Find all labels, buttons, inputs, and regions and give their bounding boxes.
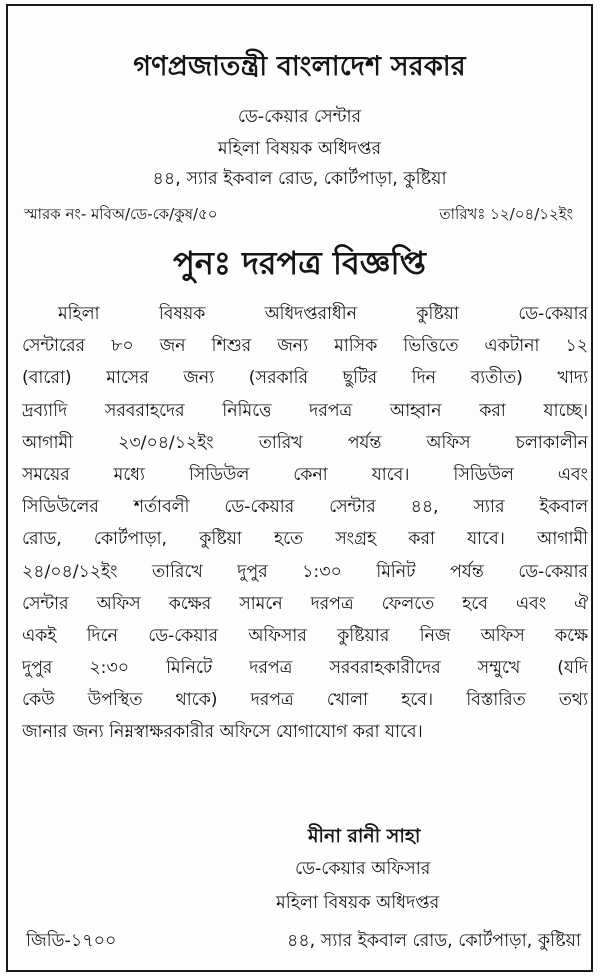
- signatory-department: মহিলা বিষয়ক অধিদপ্তর: [276, 893, 440, 913]
- body-line: ২৪/০৪/১২ইং তারিখে দুপুর ১:৩০ মিনিট পর্যন্ত ডে-কেয়ার: [22, 561, 588, 582]
- notice-headline: পুনঃ দরপত্র বিজ্ঞপ্তি: [173, 244, 426, 282]
- body-line: মহিলা বিষয়ক অধিদপ্তরাধীন কুষ্টিয়া ডে-কেয়ার: [58, 304, 588, 324]
- notice-body: [22, 298, 588, 749]
- office-address: ৪৪, স্যার ইকবাল রোড, কোর্টপাড়া, কুষ্টিয়া: [152, 169, 447, 189]
- body-line: রোড, কোর্টপাড়া, কুষ্টিয়া হতে সংগ্রহ করা যাবে। আগামী: [22, 529, 588, 550]
- government-title: গণপ্রজাতন্ত্রী বাংলাদেশ সরকার: [133, 51, 466, 82]
- body-line: সিডিউলের শর্তাবলী ডে-কেয়ার সেন্টার ৪৪, স্যার ইকবাল: [22, 497, 588, 518]
- body-line: সময়ের মধ্যে সিডিউল কেনা যাবে। সিডিউল এবং: [22, 464, 588, 485]
- signatory-address: ৪৪, স্যার ইকবাল রোড, কোর্টপাড়া, কুষ্টিয়া: [286, 931, 581, 951]
- body-line: কেউ উপস্থিত থাকে) দরপত্র খোলা হবে। বিস্তারিত তথ্য: [22, 690, 588, 711]
- body-line: সেন্টার অফিস কক্ষের সামনে দরপত্র ফেলতে হবে এবং ঐ: [22, 593, 588, 614]
- tender-notice: [6, 4, 593, 972]
- memo-reference: স্মারক নং- মবিঅ/ডে-কে/কুষ/৫০: [24, 205, 218, 223]
- body-line: দুপুর ২:৩০ মিনিটে দরপত্র সরবরাহকারীদের সম্মুখে (যদি: [22, 658, 588, 679]
- body-line: সেন্টারের ৮০ জন শিশুর জন্য মাসিক ভিত্তিতে একটানা ১২: [22, 336, 588, 357]
- memo-date: তারিখঃ ১২/০৪/১২ইং: [439, 205, 573, 223]
- body-line: আগামী ২৩/০৪/১২ইং তারিখ পর্যন্ত অফিস চলাকালীন: [22, 432, 588, 453]
- body-line: (বারো) মাসের জন্য (সরকারি ছুটির দিন ব্যতীত) খাদ্য: [22, 368, 588, 389]
- body-line: জানার জন্য নিম্নস্বাক্ষরকারীর অফিসে যোগাযোগ করা যাবে।: [22, 722, 423, 743]
- body-line: একই দিনে ডে-কেয়ার অফিসার কুষ্টিয়ার নিজ অফিস কক্ষে: [22, 625, 588, 646]
- department-name: মহিলা বিষয়ক অধিদপ্তর: [217, 139, 382, 159]
- office-name: ডে-কেয়ার সেন্টার: [237, 107, 362, 127]
- signatory-name: মীনা রানী সাহা: [308, 825, 421, 847]
- body-line: দ্রব্যাদি সরবরাহদের নিমিত্তে দরপত্র আহ্বান করা যাচ্ছে।: [22, 400, 588, 421]
- signatory-designation: ডে-কেয়ার অফিসার: [295, 859, 431, 879]
- gd-number: জিডি-১৭০০: [26, 931, 117, 951]
